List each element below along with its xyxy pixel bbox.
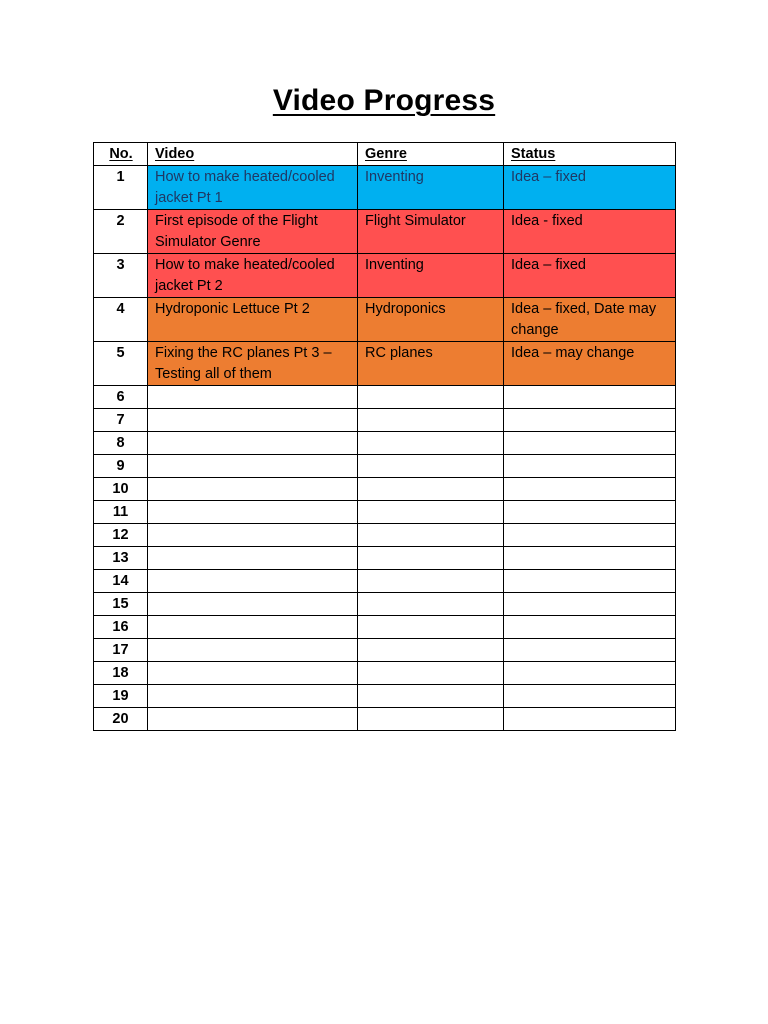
video-cell bbox=[148, 409, 358, 432]
row-number-cell: 19 bbox=[94, 685, 148, 708]
status-cell bbox=[504, 708, 676, 731]
genre-cell bbox=[358, 662, 504, 685]
video-cell bbox=[148, 616, 358, 639]
genre-cell: Inventing bbox=[358, 254, 504, 298]
table-row bbox=[94, 166, 676, 210]
table-row bbox=[94, 524, 676, 547]
row-number-cell: 2 bbox=[94, 210, 148, 254]
genre-cell bbox=[358, 708, 504, 731]
row-number-cell: 3 bbox=[94, 254, 148, 298]
table-row bbox=[94, 708, 676, 731]
genre-cell bbox=[358, 616, 504, 639]
table-row bbox=[94, 593, 676, 616]
table-row bbox=[94, 639, 676, 662]
table-row bbox=[94, 210, 676, 254]
video-cell: First episode of the Flight Simulator Genre bbox=[148, 210, 358, 254]
genre-cell bbox=[358, 432, 504, 455]
genre-cell: Flight Simulator bbox=[358, 210, 504, 254]
status-cell bbox=[504, 639, 676, 662]
video-cell bbox=[148, 432, 358, 455]
table-row bbox=[94, 254, 676, 298]
video-cell: Hydroponic Lettuce Pt 2 bbox=[148, 298, 358, 342]
table-row bbox=[94, 478, 676, 501]
video-cell bbox=[148, 593, 358, 616]
table-row bbox=[94, 570, 676, 593]
row-number-cell: 7 bbox=[94, 409, 148, 432]
video-cell: How to make heated/cooled jacket Pt 1 bbox=[148, 166, 358, 210]
row-number-cell: 5 bbox=[94, 342, 148, 386]
status-cell bbox=[504, 501, 676, 524]
row-number-cell: 11 bbox=[94, 501, 148, 524]
genre-cell bbox=[358, 547, 504, 570]
row-number-cell: 20 bbox=[94, 708, 148, 731]
video-cell bbox=[148, 386, 358, 409]
genre-cell bbox=[358, 478, 504, 501]
genre-cell bbox=[358, 455, 504, 478]
genre-cell bbox=[358, 409, 504, 432]
status-cell: Idea - fixed bbox=[504, 210, 676, 254]
row-number-cell: 14 bbox=[94, 570, 148, 593]
status-cell: Idea – fixed, Date may change bbox=[504, 298, 676, 342]
genre-cell bbox=[358, 386, 504, 409]
column-header-status: Status bbox=[504, 143, 676, 166]
video-cell bbox=[148, 570, 358, 593]
table-row bbox=[94, 455, 676, 478]
status-cell bbox=[504, 616, 676, 639]
column-header-genre: Genre bbox=[358, 143, 504, 166]
table-row bbox=[94, 386, 676, 409]
genre-cell bbox=[358, 639, 504, 662]
status-cell bbox=[504, 386, 676, 409]
status-cell bbox=[504, 570, 676, 593]
genre-cell bbox=[358, 593, 504, 616]
status-cell: Idea – fixed bbox=[504, 166, 676, 210]
table-row bbox=[94, 298, 676, 342]
row-number-cell: 4 bbox=[94, 298, 148, 342]
row-number-cell: 10 bbox=[94, 478, 148, 501]
status-cell bbox=[504, 409, 676, 432]
row-number-cell: 12 bbox=[94, 524, 148, 547]
status-cell bbox=[504, 547, 676, 570]
status-cell: Idea – fixed bbox=[504, 254, 676, 298]
table-row bbox=[94, 409, 676, 432]
video-cell bbox=[148, 662, 358, 685]
video-cell bbox=[148, 524, 358, 547]
video-cell bbox=[148, 501, 358, 524]
video-cell bbox=[148, 547, 358, 570]
column-header-no: No. bbox=[94, 143, 148, 166]
video-progress-table bbox=[93, 142, 676, 731]
row-number-cell: 15 bbox=[94, 593, 148, 616]
table-row bbox=[94, 501, 676, 524]
genre-cell bbox=[358, 570, 504, 593]
table-row bbox=[94, 616, 676, 639]
genre-cell bbox=[358, 524, 504, 547]
status-cell bbox=[504, 478, 676, 501]
video-cell: How to make heated/cooled jacket Pt 2 bbox=[148, 254, 358, 298]
table-row bbox=[94, 432, 676, 455]
genre-cell bbox=[358, 685, 504, 708]
video-cell: Fixing the RC planes Pt 3 – Testing all of them bbox=[148, 342, 358, 386]
row-number-cell: 6 bbox=[94, 386, 148, 409]
column-header-video: Video bbox=[148, 143, 358, 166]
table-body bbox=[94, 166, 676, 731]
table-header-row bbox=[94, 143, 676, 166]
video-cell bbox=[148, 639, 358, 662]
video-cell bbox=[148, 708, 358, 731]
status-cell: Idea – may change bbox=[504, 342, 676, 386]
genre-cell bbox=[358, 501, 504, 524]
genre-cell: Inventing bbox=[358, 166, 504, 210]
row-number-cell: 16 bbox=[94, 616, 148, 639]
row-number-cell: 9 bbox=[94, 455, 148, 478]
table-row bbox=[94, 547, 676, 570]
table-row bbox=[94, 342, 676, 386]
video-cell bbox=[148, 685, 358, 708]
row-number-cell: 13 bbox=[94, 547, 148, 570]
status-cell bbox=[504, 662, 676, 685]
row-number-cell: 8 bbox=[94, 432, 148, 455]
status-cell bbox=[504, 432, 676, 455]
genre-cell: Hydroponics bbox=[358, 298, 504, 342]
status-cell bbox=[504, 524, 676, 547]
status-cell bbox=[504, 593, 676, 616]
row-number-cell: 17 bbox=[94, 639, 148, 662]
video-cell bbox=[148, 478, 358, 501]
row-number-cell: 1 bbox=[94, 166, 148, 210]
row-number-cell: 18 bbox=[94, 662, 148, 685]
table-row bbox=[94, 685, 676, 708]
genre-cell: RC planes bbox=[358, 342, 504, 386]
table-row bbox=[94, 662, 676, 685]
video-cell bbox=[148, 455, 358, 478]
status-cell bbox=[504, 685, 676, 708]
status-cell bbox=[504, 455, 676, 478]
page-title: Video Progress bbox=[272, 84, 496, 117]
